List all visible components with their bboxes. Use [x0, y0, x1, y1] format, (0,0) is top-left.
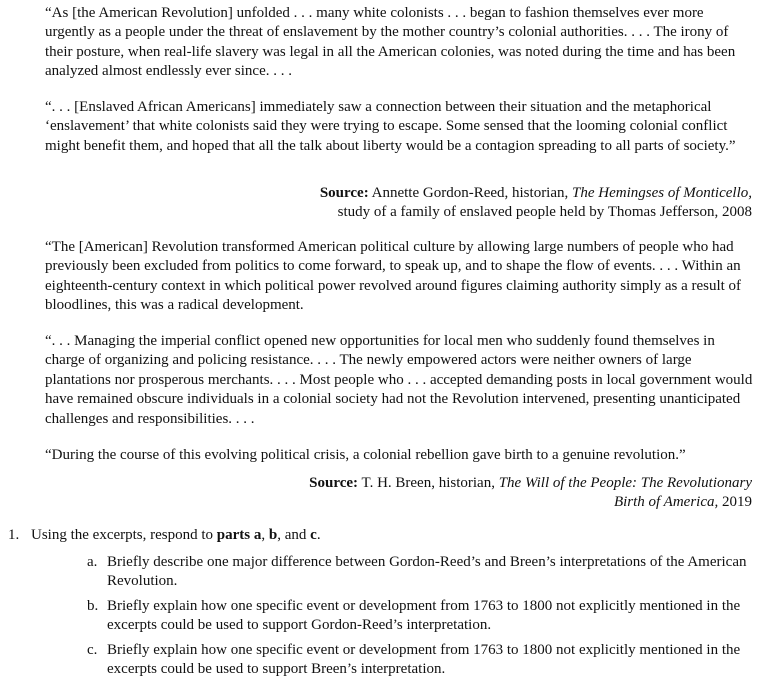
excerpt-2-source: [232, 474, 752, 513]
excerpt-1-source: [232, 184, 752, 223]
excerpt-2-paragraph-2: “. . . Managing the imperial conflict opened new opportunities for local men who suddenly found themselves in charge of organizing and policing resistance. . . . The newly empowered actors were neither owners of large plantations nor prosperous merchants. . . . Most people who . . . accepted demanding posts in local government would have remained obscure individuals in a colonial society had not the Revolution intervened, presenting unanticipated challenges and responsibilities. . . .: [45, 333, 753, 427]
part-text: Briefly describe one major difference between Gordon-Reed’s and Breen’s interpretations of the American Revolution.: [107, 554, 747, 590]
source-title: The Will of the People: The Revolutionary: [498, 475, 752, 491]
question-part-c: [87, 641, 770, 680]
source-author: Annette Gordon-Reed, historian,: [371, 185, 569, 201]
source-label: Source:: [319, 185, 369, 201]
question-part-b: [87, 597, 770, 636]
excerpt-1-paragraph-2: “. . . [Enslaved African Americans] immediately saw a connection between their situation and the metaphorical ‘enslavement’ that white colonists said they were trying to escape. Some sensed that the looming colonial conflict might benefit them, and hoped that all the talk about liberty would be a contagion spreading to all parts of society.”: [45, 99, 736, 154]
part-label: c.: [87, 642, 98, 658]
question-number: 1.: [8, 527, 20, 543]
separator: ,: [261, 527, 266, 543]
source-label: Source:: [309, 475, 359, 491]
source-author: T. H. Breen, historian,: [361, 475, 495, 491]
excerpt-2-paragraph-1: “The [American] Revolution transformed American political culture by allowing large numbers of people who had previously been excluded from politics to come forward, to speak up, and to shape the flow of events. . . . Within an eighteenth-century context in which political power revolved around figures claiming authority simply as a result of bloodlines, this was a radical development.: [45, 239, 742, 314]
question-prompt-text: Using the excerpts, respond to: [31, 527, 214, 543]
excerpt-2-paragraph-3: “During the course of this evolving political crisis, a colonial rebellion gave birth to a genuine revolution.”: [45, 447, 686, 463]
part-b-ref: b: [268, 527, 278, 543]
part-a-ref: parts a: [216, 527, 262, 543]
part-label: b.: [87, 598, 99, 614]
source-description: study of a family of enslaved people held by Thomas Jefferson, 2008: [337, 204, 752, 221]
question-1-prompt: [8, 526, 758, 545]
source-year: 2019: [722, 494, 752, 511]
part-c-ref: c: [310, 527, 317, 543]
part-label: a.: [87, 554, 98, 570]
source-title-continued: Birth of America,: [613, 494, 719, 511]
question-part-a: [87, 553, 770, 592]
excerpt-1-paragraph-1: “As [the American Revolution] unfolded . . . many white colonists . . . began to fashion themselves ever more urgently as a people under the threat of enslavement by the mother country’s colonial authorities. . . . The irony of their posture, when real-life slavery was legal in all the American colonies, was noted during the time and has been analyzed almost endlessly ever since. . . .: [45, 5, 736, 80]
source-title: The Hemingses of Monticello,: [572, 185, 752, 201]
terminator: .: [316, 527, 321, 543]
part-text: Briefly explain how one specific event or development from 1763 to 1800 not explicitly mentioned in the excerpts could be used to support Gordon-Reed’s interpretation.: [107, 598, 741, 634]
part-text: Briefly explain how one specific event or development from 1763 to 1800 not explicitly mentioned in the excerpts could be used to support Breen’s interpretation.: [107, 642, 741, 678]
separator: , and: [277, 527, 307, 543]
